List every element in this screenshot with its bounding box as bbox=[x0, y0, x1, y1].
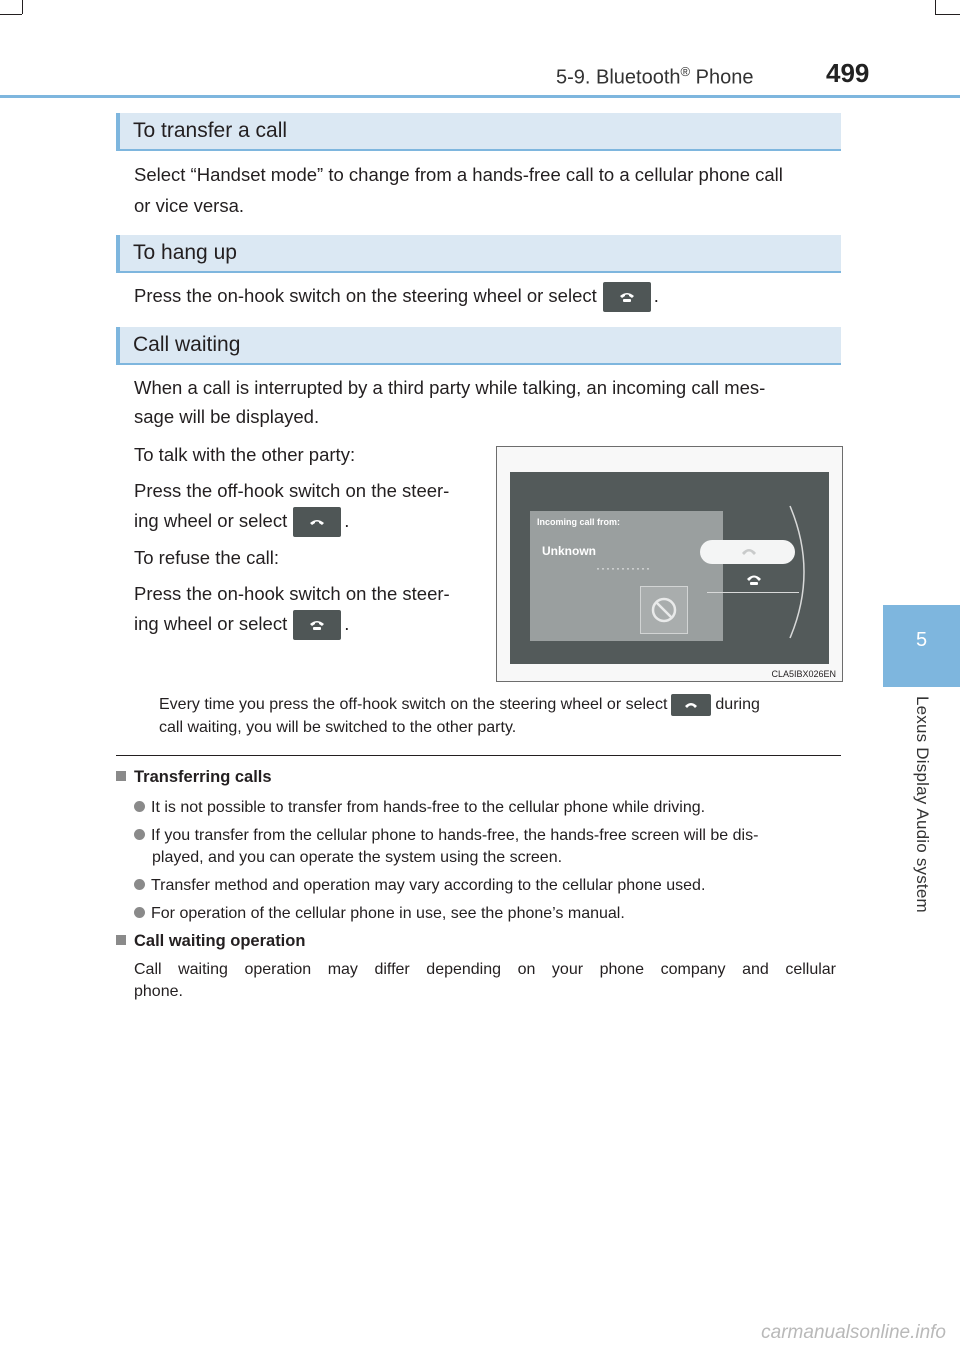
page-number: 499 bbox=[826, 58, 870, 88]
heading-transfer-call-text: To transfer a call bbox=[133, 119, 288, 142]
header-rule bbox=[0, 95, 960, 98]
chapter-tab-label: Lexus Display Audio system bbox=[913, 696, 932, 913]
incoming-call-label: Incoming call from: bbox=[537, 517, 621, 527]
heading-hang-up-text: To hang up bbox=[133, 241, 237, 264]
transfer-line-1: Select “Handset mode” to change from a hands-free call to a cellular phone call bbox=[134, 164, 783, 185]
off-hook-button-icon bbox=[671, 694, 711, 716]
hangup-text: Press the on-hook switch on the steering wheel or select bbox=[134, 285, 597, 306]
transferring-item-2-cont: played, and you can operate the system using the screen. bbox=[152, 849, 563, 866]
heading-accent bbox=[116, 113, 120, 149]
chapter-tab bbox=[883, 605, 960, 687]
refuse-line-2-text: ing wheel or select bbox=[134, 613, 288, 635]
transferring-item-3 bbox=[134, 875, 705, 897]
call-waiting-operation-line-2: phone. bbox=[134, 983, 183, 1000]
square-bullet-icon bbox=[116, 935, 126, 945]
talk-instructions bbox=[134, 440, 484, 640]
crop-mark-top-left bbox=[22, 0, 23, 14]
talk-period: . bbox=[344, 510, 350, 531]
round-bullet-icon bbox=[134, 829, 145, 840]
hangup-end: . bbox=[653, 285, 659, 306]
caller-number-dots: ··········· bbox=[596, 561, 651, 575]
transferring-calls-heading-text: Transferring calls bbox=[134, 768, 272, 786]
heading-call-waiting bbox=[116, 327, 841, 365]
note-line-1b: during bbox=[715, 696, 760, 713]
crop-mark-top-right-h bbox=[935, 14, 960, 15]
transferring-item-2 bbox=[134, 825, 758, 847]
screen-frame bbox=[510, 472, 829, 664]
transfer-line-2: or vice versa. bbox=[134, 195, 245, 216]
refuse-period: . bbox=[344, 613, 350, 635]
refuse-line-1: Press the on-hook switch on the steer- bbox=[134, 583, 450, 605]
talk-line-1: Press the off-hook switch on the steer- bbox=[134, 480, 450, 501]
incoming-call-panel bbox=[530, 511, 723, 641]
square-bullet-icon bbox=[116, 771, 126, 781]
transferring-item-4-text: For operation of the cellular phone in use, see the phone’s manual. bbox=[151, 905, 625, 922]
section-divider bbox=[116, 755, 841, 756]
transferring-item-4 bbox=[134, 903, 625, 925]
hangup-paragraph bbox=[134, 281, 659, 312]
heading-call-waiting-text: Call waiting bbox=[133, 333, 241, 356]
chapter-tab-number: 5 bbox=[915, 629, 928, 651]
talk-label: To talk with the other party: bbox=[134, 444, 356, 465]
call-waiting-operation-heading bbox=[116, 932, 305, 951]
chapter-suffix: Phone bbox=[690, 66, 754, 89]
transferring-item-1 bbox=[134, 797, 705, 819]
transferring-item-1-text: It is not possible to transfer from hands-free to the cellular phone while driving. bbox=[151, 799, 706, 816]
site-watermark: carmanualsonline.info bbox=[761, 1322, 946, 1343]
off-hook-button-icon bbox=[293, 507, 341, 537]
block-icon bbox=[641, 587, 687, 633]
transfer-paragraph bbox=[134, 160, 840, 220]
waiting-paragraph bbox=[134, 373, 840, 431]
call-waiting-operation-text bbox=[134, 959, 836, 1003]
call-waiting-operation-heading-text: Call waiting operation bbox=[134, 932, 306, 950]
incoming-call-figure bbox=[496, 446, 843, 682]
round-bullet-icon bbox=[134, 801, 145, 812]
caller-name: Unknown bbox=[542, 544, 596, 558]
talk-line-2 bbox=[134, 506, 484, 537]
answer-button bbox=[700, 540, 795, 564]
crop-mark-top-left-h bbox=[0, 14, 22, 15]
crop-mark-top-right bbox=[935, 0, 936, 14]
transferring-item-3-text: Transfer method and operation may vary according to the cellular phone used. bbox=[151, 877, 706, 894]
waiting-line-1: When a call is interrupted by a third party while talking, an incoming call mes- bbox=[134, 377, 766, 398]
heading-transfer-call bbox=[116, 113, 841, 151]
on-hook-button-icon bbox=[603, 282, 651, 312]
talk-line-2-text: ing wheel or select bbox=[134, 510, 288, 531]
screen-arc bbox=[782, 502, 822, 642]
call-waiting-operation-line-1: Call waiting operation may differ depending on your phone company and cellular bbox=[134, 961, 836, 978]
round-bullet-icon bbox=[134, 907, 145, 918]
refuse-line-2 bbox=[134, 609, 484, 640]
chapter-text: 5-9. Bluetooth bbox=[556, 66, 681, 89]
on-hook-button-icon bbox=[293, 610, 341, 640]
round-bullet-icon bbox=[134, 879, 145, 890]
transferring-item-2-text: If you transfer from the cellular phone to hands-free, the hands-free screen will be dis- bbox=[151, 827, 759, 844]
call-waiting-note bbox=[159, 693, 839, 739]
refuse-label: To refuse the call: bbox=[134, 547, 279, 569]
figure-code: CLA5IBX026EN bbox=[771, 669, 836, 679]
waiting-line-2: sage will be displayed. bbox=[134, 406, 320, 427]
heading-accent bbox=[116, 327, 120, 363]
chapter-title bbox=[556, 64, 754, 90]
note-line-2: call waiting, you will be switched to the other party. bbox=[159, 719, 517, 736]
heading-hang-up bbox=[116, 235, 841, 273]
note-line-1 bbox=[159, 693, 839, 716]
note-line-1a: Every time you press the off-hook switch on the steering wheel or select bbox=[159, 696, 668, 713]
transferring-calls-heading bbox=[116, 768, 272, 787]
answer-phone-icon bbox=[700, 540, 795, 564]
registered-mark: ® bbox=[680, 64, 691, 79]
ignore-button bbox=[640, 586, 688, 634]
heading-accent bbox=[116, 235, 120, 271]
